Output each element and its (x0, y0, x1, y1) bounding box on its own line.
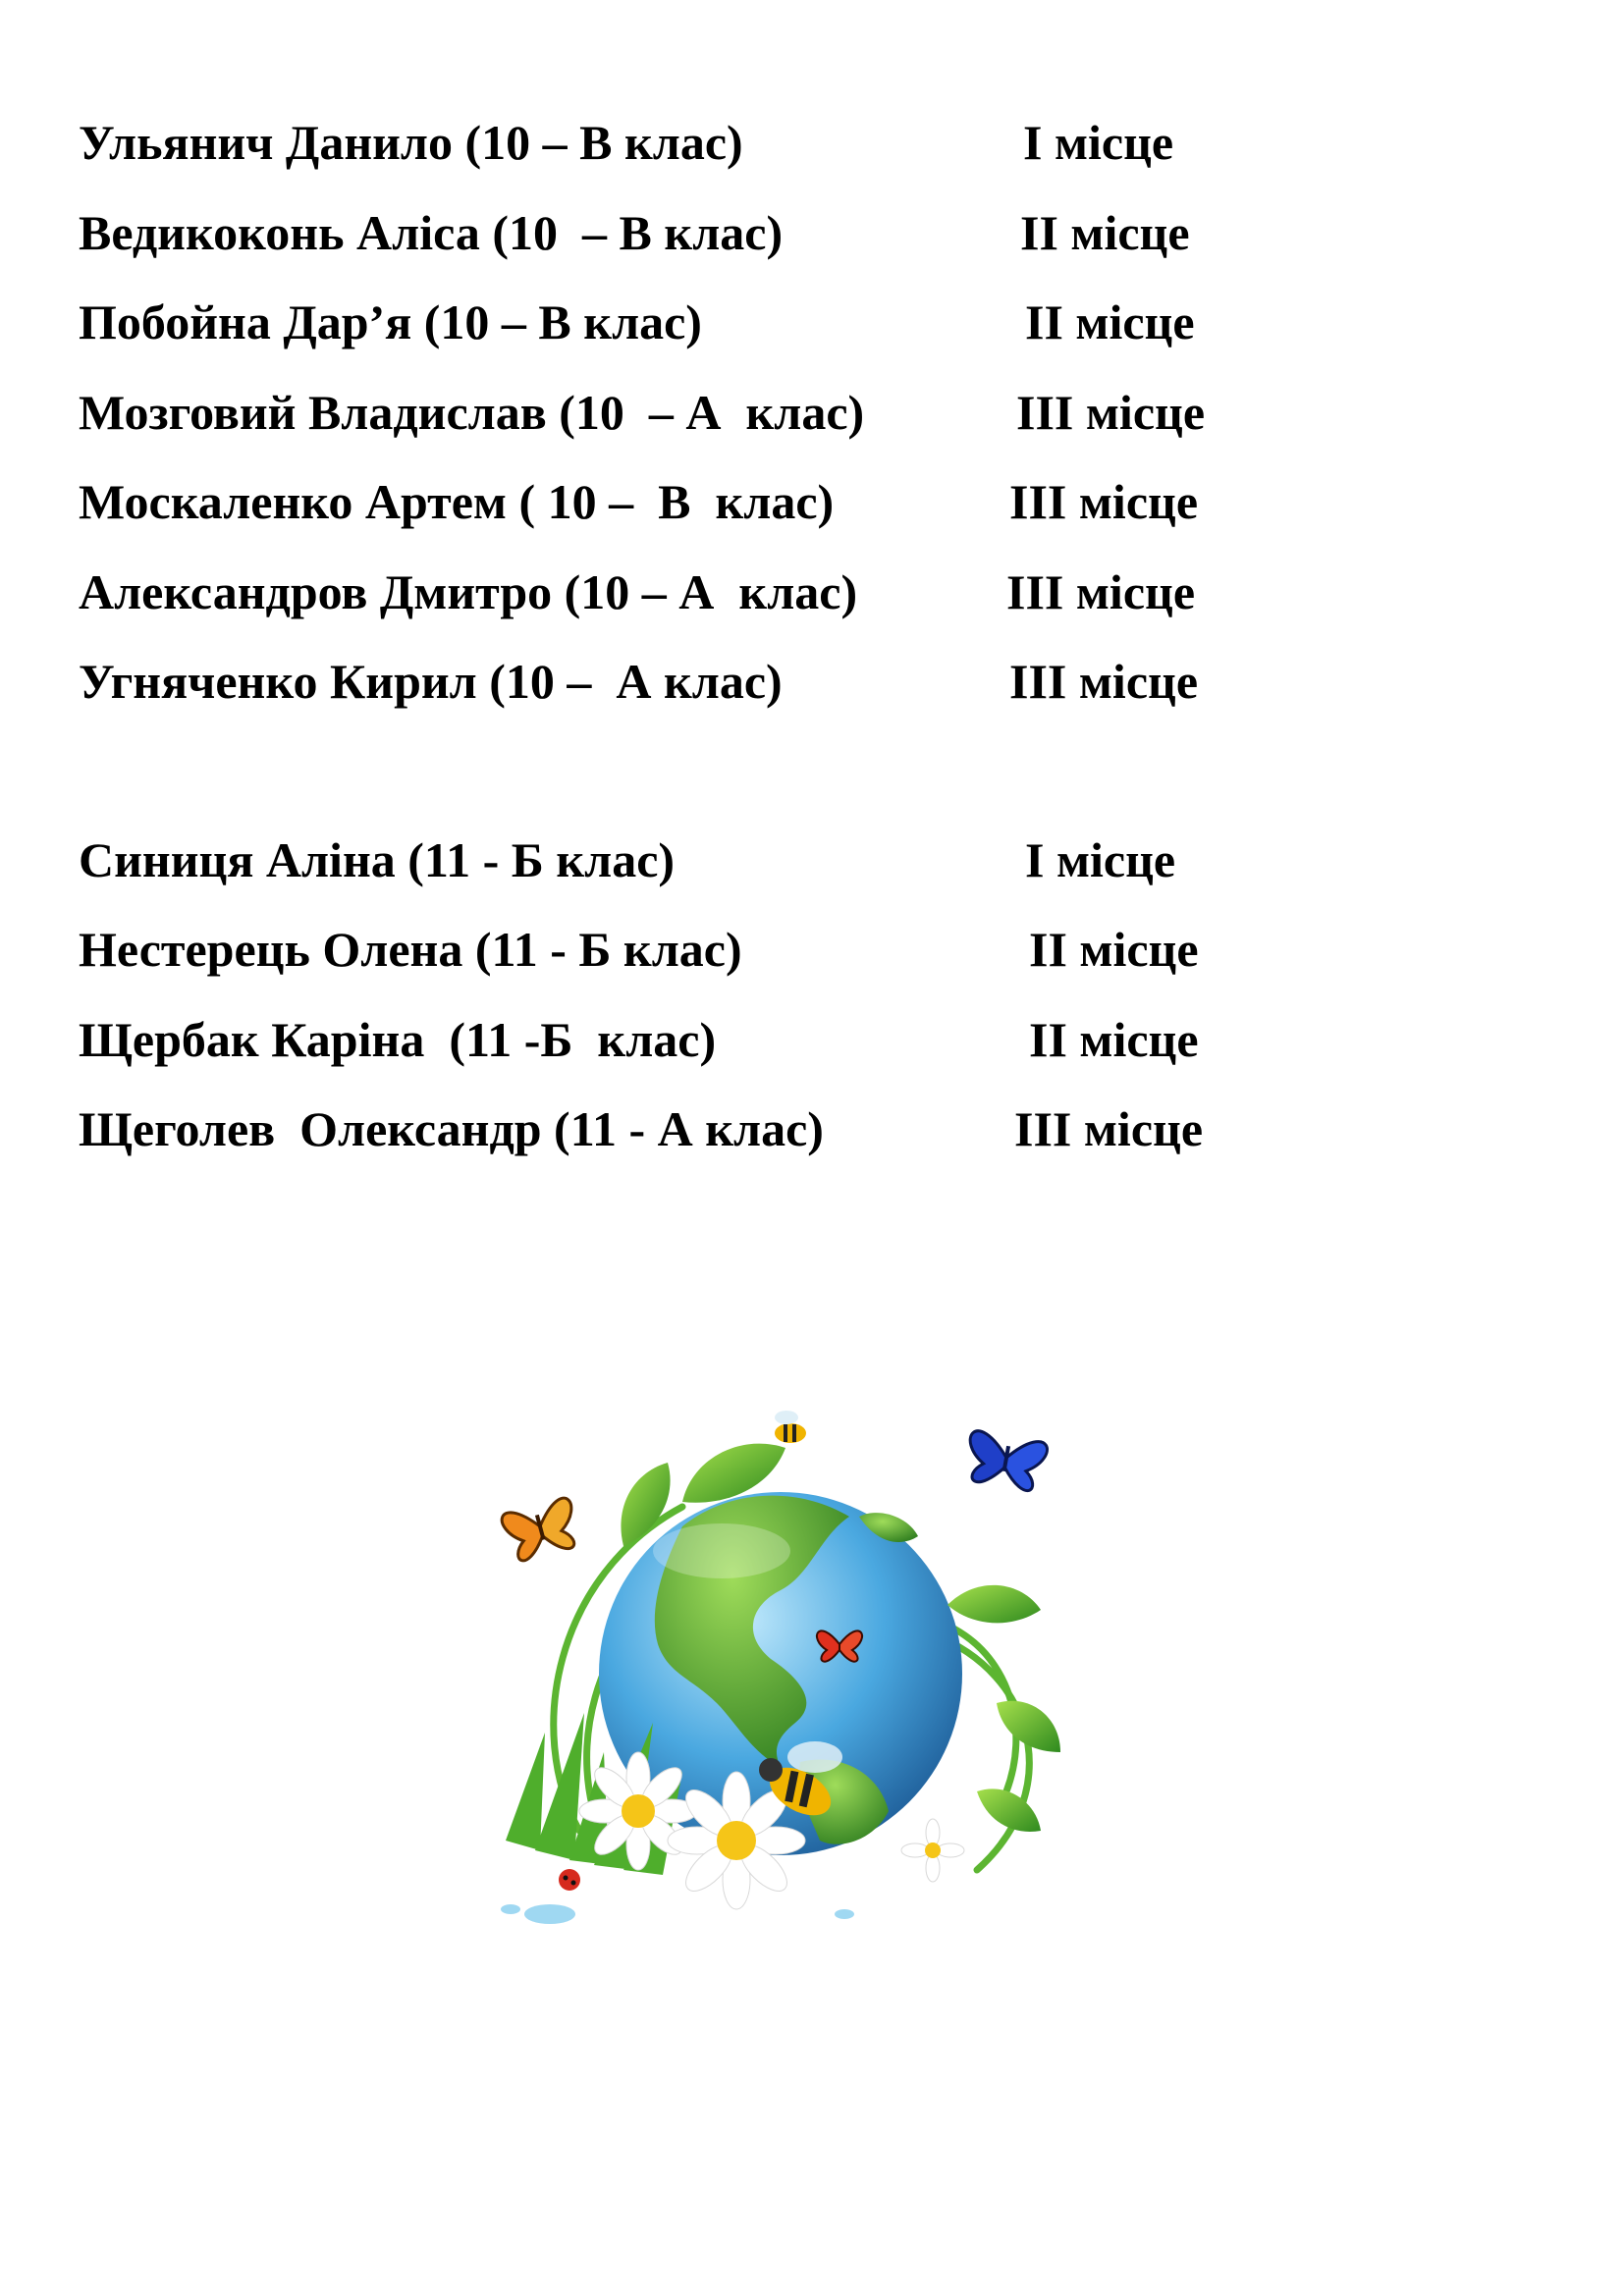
result-row (79, 378, 1257, 468)
result-row (79, 826, 1257, 916)
student-name: Москаленко Артем ( 10 – В клас) (79, 474, 835, 529)
place-label: І місце (1025, 831, 1176, 887)
student-name: Ульянич Данило (10 – В клас) (79, 115, 743, 170)
place-label: ІІІ місце (1014, 1101, 1204, 1156)
place-label: ІІ місце (1025, 294, 1195, 349)
blue-butterfly-icon (963, 1430, 1049, 1493)
orange-butterfly-icon (500, 1496, 581, 1563)
student-name: Ведикоконь Аліса (10 – В клас) (79, 204, 784, 260)
result-row (79, 915, 1257, 1005)
earth-globe-with-nature-icon (486, 1379, 1114, 1949)
result-row (79, 198, 1257, 289)
grade-11-group (79, 826, 1257, 1185)
result-row (79, 108, 1257, 198)
result-row (79, 1095, 1257, 1185)
student-name: Мозговий Владислав (10 – А клас) (79, 384, 865, 440)
place-label: ІІ місце (1029, 922, 1199, 977)
student-name: Щеголев Олександр (11 - А клас) (79, 1101, 824, 1156)
student-name: Угняченко Кирил (10 – А клас) (79, 654, 783, 709)
student-name: Синиця Аліна (11 - Б клас) (79, 831, 676, 887)
small-bee-icon (775, 1411, 806, 1443)
ladybug-icon (559, 1869, 580, 1891)
student-name: Александров Дмитро (10 – А клас) (79, 563, 858, 619)
result-row (79, 467, 1257, 558)
place-label: ІІ місце (1029, 1011, 1199, 1067)
place-label: ІІІ місце (1009, 474, 1199, 529)
results-list (79, 108, 1257, 1185)
place-label: ІІІ місце (1006, 563, 1196, 619)
water-drops-icon (501, 1904, 854, 1924)
place-label: ІІ місце (1020, 204, 1190, 260)
grade-10-group (79, 108, 1257, 737)
result-row (79, 647, 1257, 737)
student-name: Щербак Каріна (11 -Б клас) (79, 1011, 717, 1067)
place-label: І місце (1023, 115, 1174, 170)
result-row (79, 1005, 1257, 1095)
student-name: Побойна Дар’я (10 – В клас) (79, 294, 702, 349)
place-label: ІІІ місце (1016, 384, 1206, 440)
student-name: Нестерець Олена (11 - Б клас) (79, 922, 742, 977)
result-row (79, 558, 1257, 648)
result-row (79, 288, 1257, 378)
place-label: ІІІ місце (1009, 654, 1199, 709)
